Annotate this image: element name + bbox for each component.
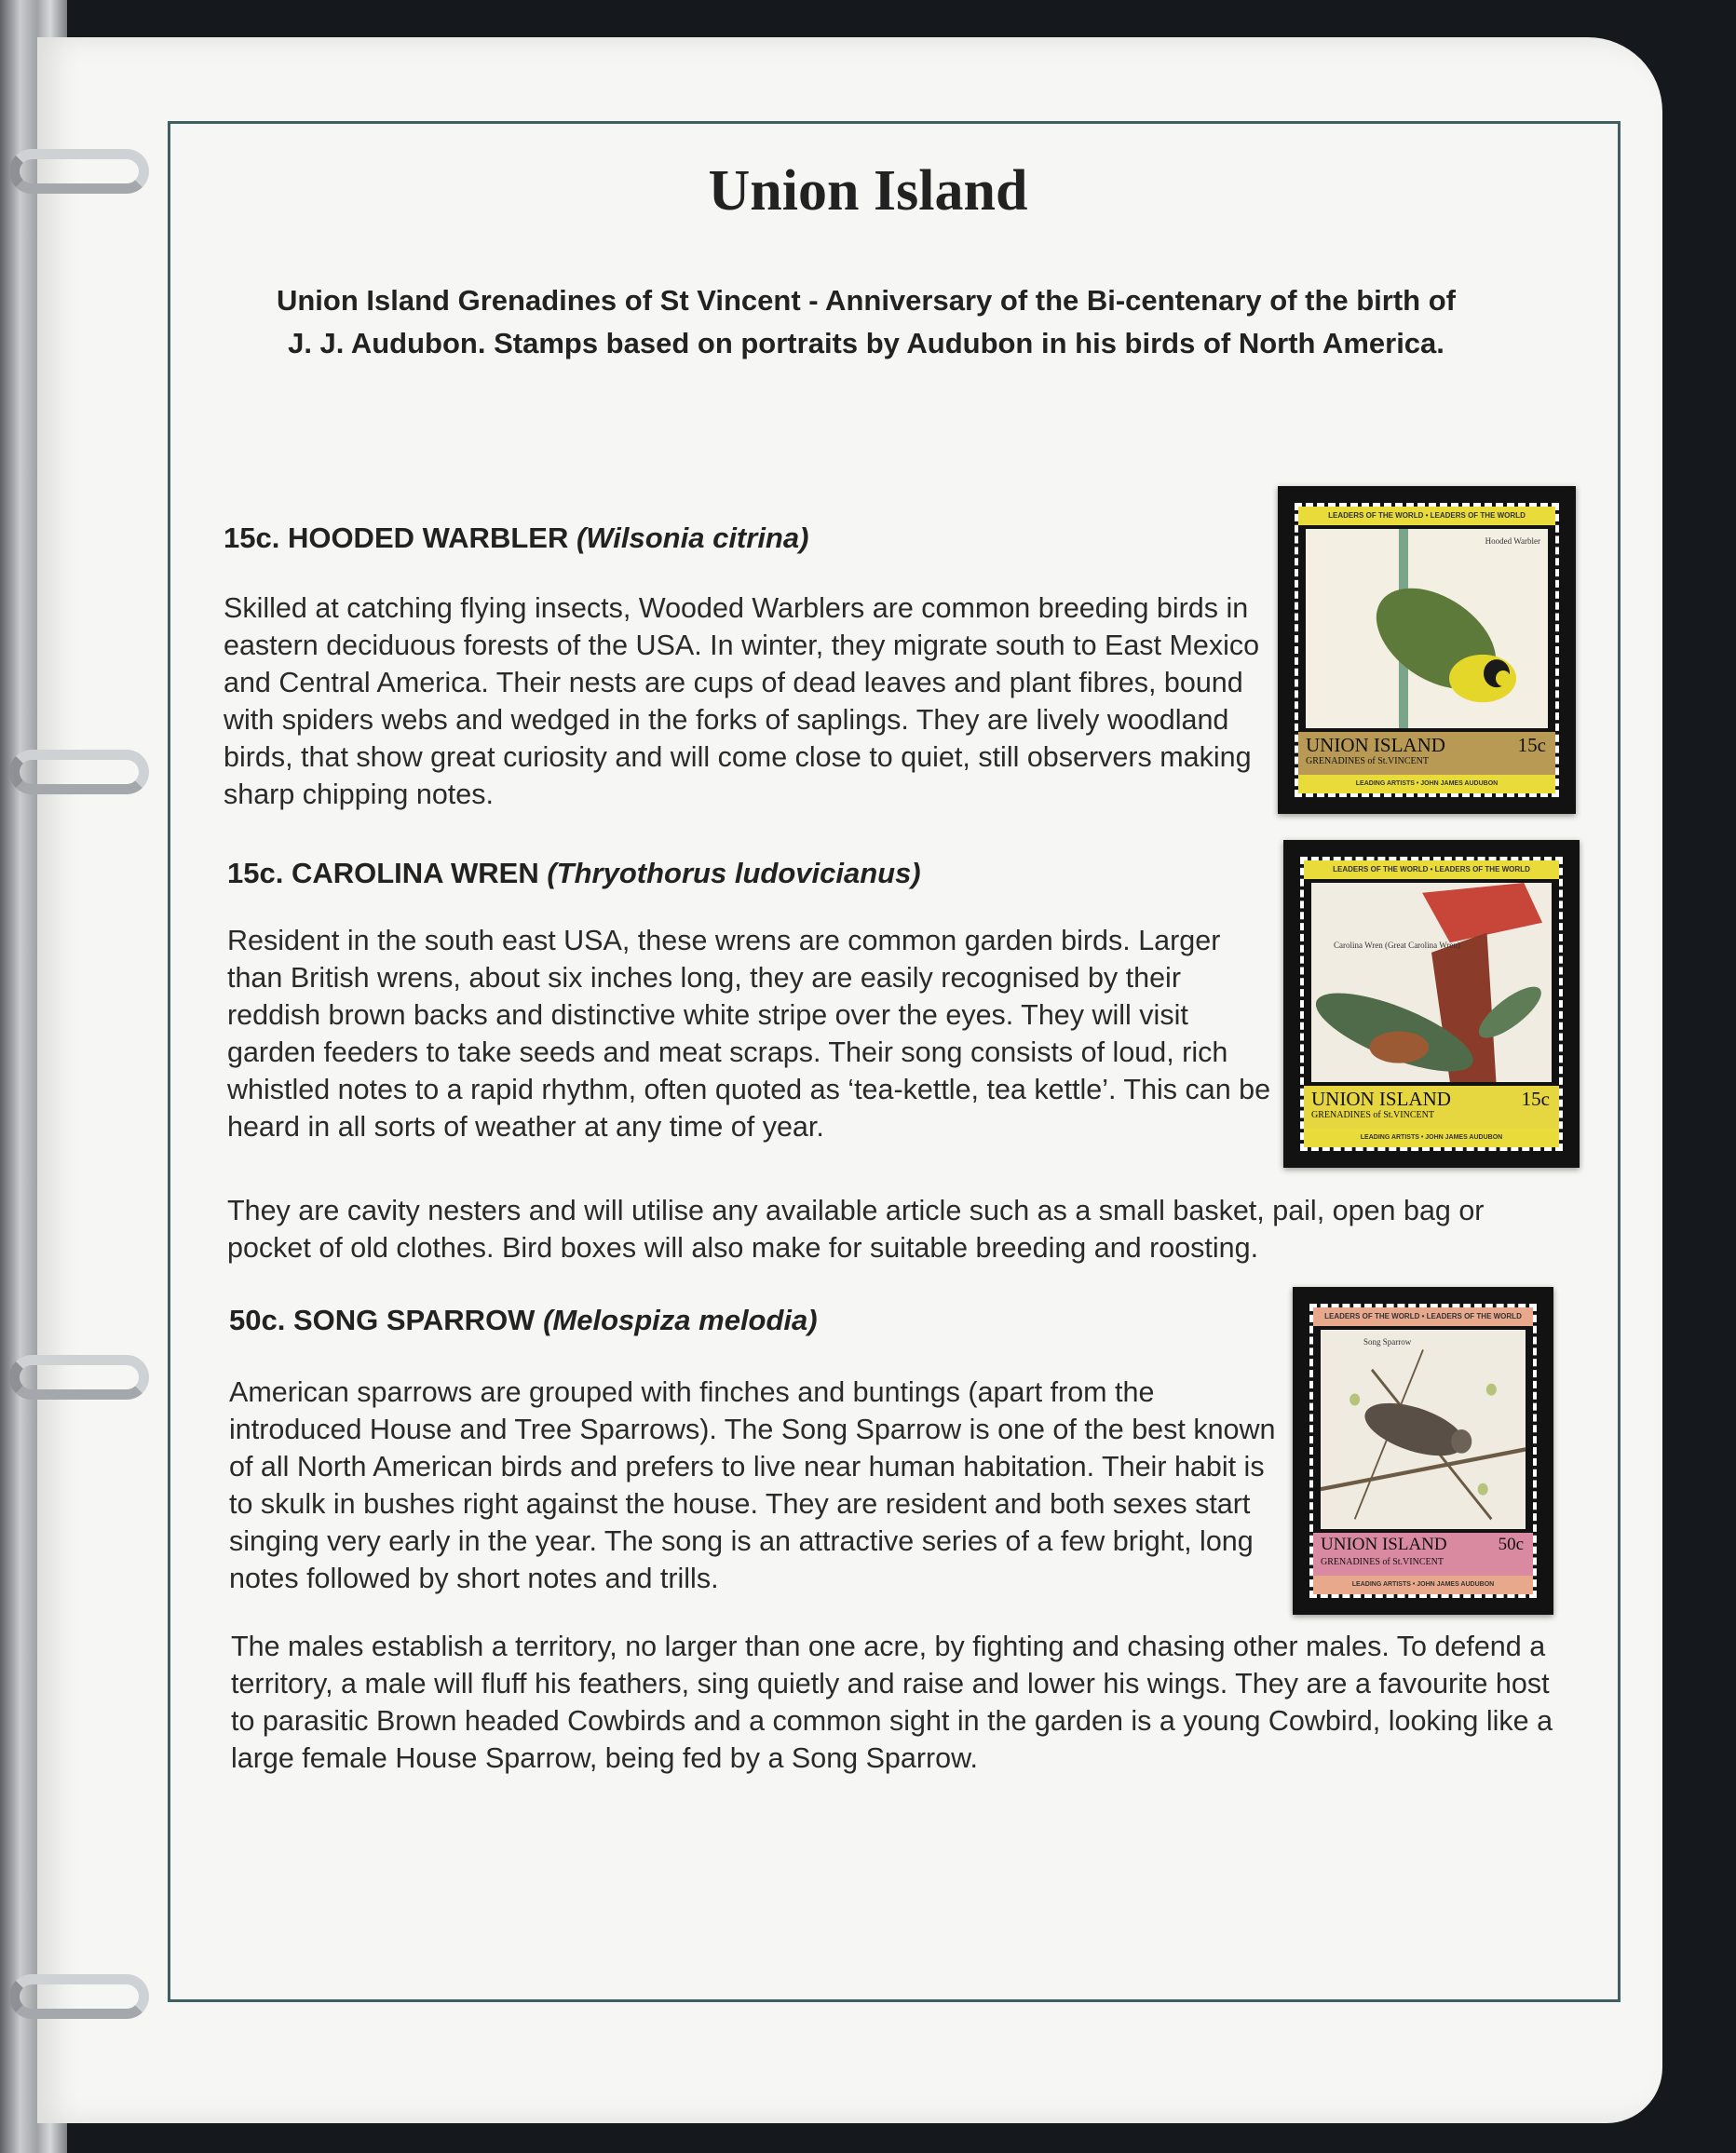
page-title: Union Island xyxy=(708,159,1028,223)
stamp-subtitle: GRENADINES of St.VINCENT xyxy=(1321,1557,1444,1567)
paragraph-carolina-wren-2: They are cavity nesters and will utilise any available article such as a small basket, pail, open bag or pocket of old clothes. Bird boxes will also make for suitable breeding and roosting. xyxy=(227,1195,1485,1264)
stamp-foot-band: LEADING ARTISTS • JOHN JAMES AUDUBON xyxy=(1298,775,1555,793)
paragraph-song-sparrow-2: The males establish a territory, no larger than one acre, by fighting and chasing other males. To defend a territory, a male will fluff his feathers, sing quietly and raise and lower his wings. They are a favourite host to parasitic Brown headed Cowbirds and a common sight in the garden is a young Cowbird, looking like a large female House Sparrow, being fed by a Song Sparrow. xyxy=(231,1631,1553,1774)
stamp-top-band: LEADERS OF THE WORLD • LEADERS OF THE WORLD xyxy=(1313,1307,1533,1326)
stamp-face xyxy=(1295,503,1559,797)
section-heading-carolina-wren xyxy=(227,857,921,890)
heading-label: 15c. HOODED WARBLER xyxy=(224,521,569,554)
stamp-foot-band: LEADING ARTISTS • JOHN JAMES AUDUBON xyxy=(1313,1576,1533,1594)
heading-latin: (Melospiza melodia) xyxy=(543,1304,818,1336)
paragraph-song-sparrow: American sparrows are grouped with finches and buntings (apart from the introduced House and Tree Sparrows). The Song Sparrow is one of the best known of all North American birds and prefers to live near human habitation. Their habit is to skulk in bushes right against the house. They are resident and both sexes start singing very early in the year. The song is an attractive series of a few bright, long notes followed by short notes and trills. xyxy=(229,1376,1276,1594)
stamp-carolina-wren xyxy=(1283,840,1580,1168)
stamp-country: UNION ISLAND xyxy=(1321,1535,1447,1554)
paragraph-carolina-wren: Resident in the south east USA, these wrens are common garden birds. Larger than British wrens, about six inches long, they are easily recognised by their reddish brown backs and distinctive white stripe over the eyes. They will visit garden feeders to take seeds and meat scraps. Their song consists of loud, rich whistled notes to a rapid rhythm, often quoted as ‘tea-kettle, tea kettle’. This can be heard in all sorts of weather at any time of year. xyxy=(227,925,1271,1143)
stamp-top-band: LEADERS OF THE WORLD • LEADERS OF THE WORLD xyxy=(1298,507,1555,525)
stamp-country-band xyxy=(1304,1086,1559,1129)
heading-latin: (Wilsonia citrina) xyxy=(576,521,809,554)
stamp-value: 15c xyxy=(1521,1088,1550,1110)
section-heading-song-sparrow xyxy=(229,1304,818,1337)
heading-latin: (Thryothorus ludovicianus) xyxy=(547,857,921,889)
stamp-value: 50c xyxy=(1498,1535,1524,1554)
binder-ring xyxy=(9,1355,149,1400)
heading-label: 50c. SONG SPARROW xyxy=(229,1304,536,1336)
stamp-art-label: Hooded Warbler xyxy=(1485,536,1540,546)
stamp-art-label: Song Sparrow xyxy=(1363,1337,1412,1347)
page-subtitle xyxy=(224,279,1509,365)
stamp-foot-band: LEADING ARTISTS • JOHN JAMES AUDUBON xyxy=(1304,1129,1559,1147)
stamp-face xyxy=(1309,1304,1537,1598)
heading-label: 15c. CAROLINA WREN xyxy=(227,857,539,889)
stamp-country-band xyxy=(1313,1533,1533,1576)
carolina-wren-illustration xyxy=(1311,883,1552,1082)
stamp-artwork xyxy=(1321,1330,1526,1529)
stamp-subtitle: GRENADINES of St.VINCENT xyxy=(1306,756,1429,766)
stamp-artwork xyxy=(1311,883,1552,1082)
stamp-artwork xyxy=(1306,529,1548,728)
stamp-top-band: LEADERS OF THE WORLD • LEADERS OF THE WORLD xyxy=(1304,860,1559,879)
paragraph-hooded-warbler: Skilled at catching flying insects, Wooded Warblers are common breeding birds in eastern deciduous forests of the USA. In winter, they migrate south to East Mexico and Central America. Their nests are cups of dead leaves and plant fibres, bound with spiders webs and wedged in the forks of saplings. They are lively woodland birds, that show great curiosity and will come close to quiet, still observers making sharp chipping notes. xyxy=(224,592,1260,810)
stamp-country: UNION ISLAND xyxy=(1306,734,1445,756)
binder-ring xyxy=(9,1974,149,2019)
stamp-song-sparrow xyxy=(1293,1287,1553,1615)
stamp-country: UNION ISLAND xyxy=(1311,1088,1451,1110)
subtitle-line-2: J. J. Audubon. Stamps based on portraits by Audubon in his birds of North America. xyxy=(288,327,1444,359)
binder-ring xyxy=(9,750,149,794)
stamp-face xyxy=(1300,857,1563,1151)
stamp-country-band xyxy=(1298,732,1555,775)
stamp-hooded-warbler xyxy=(1278,486,1576,814)
section-heading-hooded-warbler xyxy=(224,521,808,555)
stamp-value: 15c xyxy=(1517,734,1546,756)
hooded-warbler-illustration xyxy=(1306,529,1548,728)
song-sparrow-illustration xyxy=(1321,1330,1526,1529)
subtitle-line-1: Union Island Grenadines of St Vincent - Anniversary of the Bi-centenary of the birth of xyxy=(276,284,1456,317)
stamp-art-label: Carolina Wren (Great Carolina Wren) xyxy=(1334,941,1460,950)
stamp-subtitle: GRENADINES of St.VINCENT xyxy=(1311,1110,1434,1120)
